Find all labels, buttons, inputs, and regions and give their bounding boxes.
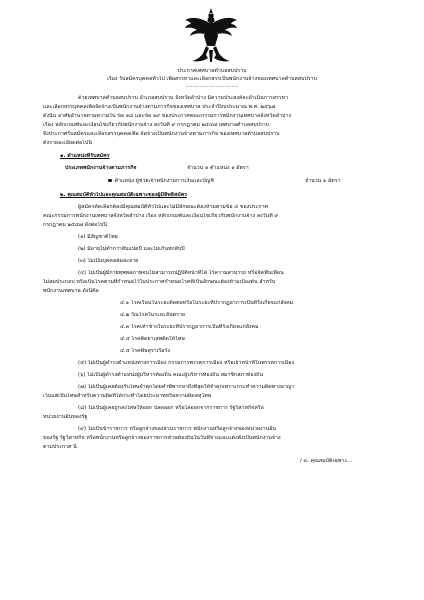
- disease-item: ๔.๓ โรคเท้าช้างในระยะที่ปรากฏอาการเป็นที่รังเกียจแก่สังคม: [120, 324, 259, 330]
- section2-lead-line: คณะกรรมการพนักงานเทศบาลจังหวัดลำปาง เรื่อง หลักเกณฑ์และเงื่อนไขเกี่ยวกับพนักงานจ้าง ลงวันที่ ๙: [43, 213, 279, 219]
- intro-line: จึงประกาศรับสมัครและเลือกสรรบุคคลเพื่อ จัดจ้างเป็นพนักงานจ้างตามภารกิจ ของเทศบาลตำบลสบปราบ: [43, 131, 280, 137]
- subject-line: เรื่อง รับสมัครบุคคลทั่วไป เพื่อสรรหาและเลือกสรรเป็นพนักงานจ้างของเทศบาลตำบลสบปราบ: [107, 76, 317, 82]
- position-count: จำนวน ๑ อัตรา: [305, 178, 341, 184]
- section2-heading: ๒. คุณสมบัติทั่วไปและคุณสมบัติเฉพาะของผู้มีสิทธิสมัคร: [60, 192, 188, 198]
- qualification-item: (๗) ไม่เป็นผู้เคยต้องรับโทษจำคุกโดยคำพิพากษาถึงที่สุดให้จำคุกเพราะกระทำความผิดทางอาญา: [78, 384, 295, 390]
- qualification-item-cont: เว้นแต่เป็นโทษสำหรับความผิดที่ได้กระทำโดยประมาทหรือความผิดลหุโทษ: [43, 393, 212, 399]
- qualification-item: (๖) ไม่เป็นผู้ดำรงตำแหน่งผู้บริหารท้องถิ่น คณะผู้บริหารท้องถิ่น สมาชิกสภาท้องถิ่น: [78, 372, 263, 378]
- qualification-item-cont: ของรัฐ รัฐวิสาหกิจ หรือพนักงานหรือลูกจ้างของราชการส่วนท้องถิ่นในวันที่จ้างและแต่งตั้งเป็นพนักงานจ้าง: [43, 435, 281, 441]
- position-item: [108, 178, 214, 185]
- intro-line: ดังรายละเอียดต่อไปนี้: [43, 140, 92, 146]
- qualification-item-cont: หน่วยงานอื่นของรัฐ: [43, 414, 88, 420]
- org-title: ประกาศเทศบาลตำบลสบปราบ: [177, 68, 247, 74]
- bullet-icon: [108, 179, 112, 183]
- qualification-item: (๙) ไม่เป็นข้าราชการ หรือลูกจ้างของส่วนราชการ พนักงานหรือลูกจ้างของหน่วยงานอื่น: [78, 426, 277, 432]
- section2-lead-line: กรกฎาคม ๒๕๔๗ ดังต่อไปนี้: [43, 222, 107, 228]
- intro-line: ด้วยเทศบาลตำบลสบปราบ อำเภอสบปราบ จังหวัดลำปาง มีความประสงค์จะดำเนินการสรรหา: [78, 95, 289, 101]
- disease-item: ๔.๑ โรคเรื้อนในระยะติดต่อหรือในระยะที่ปรากฏอาการเป็นที่รังเกียจแก่สังคม: [120, 300, 294, 306]
- qualification-item: (๒) มีอายุไม่ต่ำกว่าสิบแปดปี และไม่เกินหกสิบปี: [78, 246, 185, 252]
- disease-item: ๔.๕ โรคพิษสุราเรื้อรัง: [120, 348, 170, 354]
- employee-category: ประเภทพนักงานจ้างตามภารกิจ: [65, 165, 137, 171]
- dots-separator: …………………………: [185, 83, 239, 89]
- qualification-item: (๔) ไม่เป็นผู้มีกายทุพพลภาพจนไม่สามารถปฏิบัติหน้าที่ได้ ไร้ความสามารถ หรือจิตฟั่นเฟือน: [78, 270, 284, 276]
- continued-marker: / ๓. คุณสมบัติเฉพาะ...: [300, 458, 353, 464]
- qualification-item-cont: ตามประกาศ นี้: [43, 444, 77, 450]
- qualification-item: (๑) มีสัญชาติไทย: [78, 234, 118, 240]
- section2-lead-line: ผู้สมัครคัดเลือกต้องมีคุณสมบัติทั่วไปและไม่มีลักษณะต้องห้ามตามข้อ ๔ ของประกาศ: [78, 204, 268, 210]
- category-count: จำนวน ๑ ตำแหน่ง ๑ อัตรา: [187, 165, 249, 171]
- garuda-emblem-icon: [182, 6, 240, 64]
- intro-line: และเลือกสรรบุคคลเพื่อจัดจ้างเป็นพนักงานจ้างตามภารกิจของเทศบาล ประจำปีงบประมาณ พ.ศ. ๒๕๖๗: [43, 104, 276, 110]
- qualification-item-cont: พนักงานเทศบาล ดังนี้คือ: [43, 288, 99, 294]
- intro-line: ดังนั้น อาศัยอำนาจตามความใน ข้อ ๑๘ และข้อ ๑๙ ของประกาศคณะกรรมการพนักงานเทศบาลจังหวัดลำปาง: [43, 113, 291, 119]
- intro-line: เรื่อง หลักเกณฑ์และเงื่อนไขเกี่ยวกับพนักงานจ้าง ลงวันที่ ๙ กรกฎาคม ๒๕๔๗ เทศบาลตำบลสบปราบ: [43, 122, 270, 128]
- position-name: ตำแหน่ง ผู้ช่วยเจ้าพนักงานการเงินและบัญชี: [114, 178, 214, 184]
- qualification-item: (๓) ไม่เป็นบุคคลล้มละลาย: [78, 258, 139, 264]
- section1-heading: ๑. ตำแหน่งที่รับสมัคร: [60, 153, 110, 159]
- disease-item: ๔.๒ วัณโรคในระยะอันตราย: [120, 312, 186, 318]
- qualification-item: (๕) ไม่เป็นผู้ดำรงตำแหน่งทางการเมือง กรรมการพรรคการเมือง หรือเจ้าหน้าที่ในพรรคการเมือง: [78, 360, 295, 366]
- qualification-item: (๘) ไม่เป็นผู้เคยถูกลงโทษให้ออก ปลดออก หรือไล่ออกจากราชการ รัฐวิสาหกิจหรือ: [78, 405, 264, 411]
- disease-item: ๔.๔ โรคติดยาเสพติดให้โทษ: [120, 336, 185, 342]
- qualification-item-cont: ไม่สมประกอบ หรือเป็นโรคตามที่กำหนดไว้ในประกาศกำหนดโรคที่เป็นลักษณะต้องห้ามเบื้องต้น สำหรับ: [43, 279, 276, 285]
